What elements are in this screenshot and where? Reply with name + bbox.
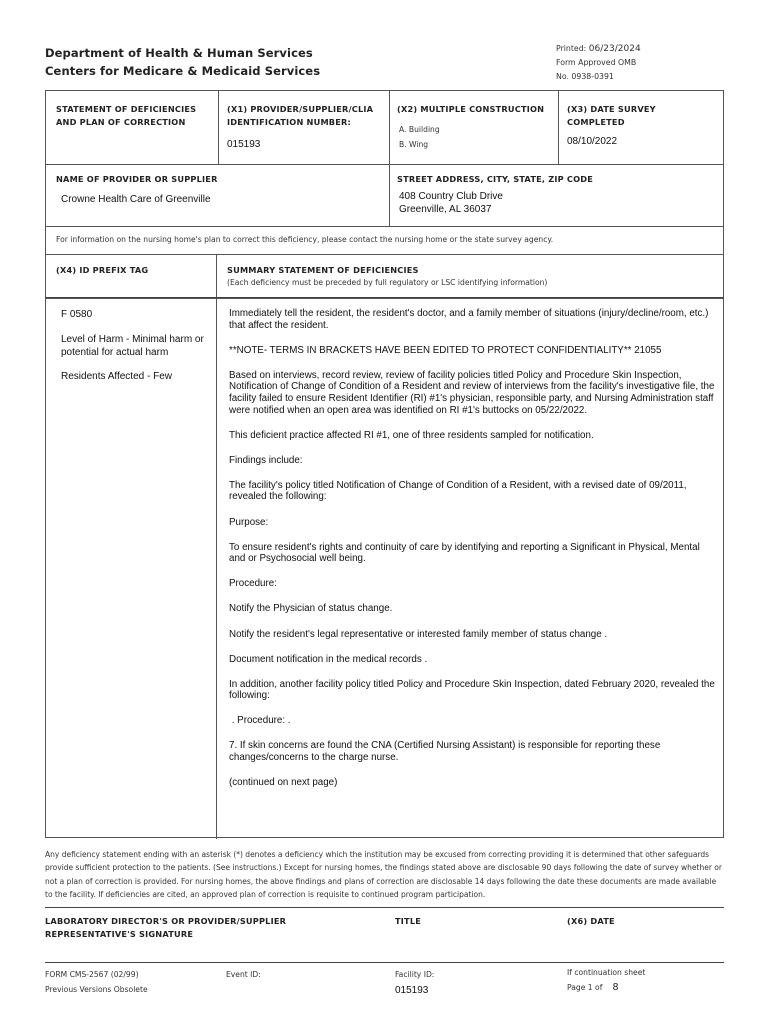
date-survey-completed: 08/10/2022 (567, 136, 618, 147)
residents-affected: Residents Affected - Few (61, 371, 172, 382)
summary-paragraph: Findings include: (229, 454, 303, 466)
page-indicator (567, 982, 618, 993)
continuation-label: If continuation sheet (567, 968, 646, 977)
summary-paragraph: Immediately tell the resident, the resident's doctor, and a family member of situations (injury/decline/room, etc.) that affect the resident. (229, 308, 709, 331)
signature-label: LABORATORY DIRECTOR'S OR PROVIDER/SUPPLIER REPRESENTATIVE'S SIGNATURE (45, 916, 287, 939)
harm-level: Level of Harm - Minimal harm or potential for actual harm (61, 334, 204, 358)
summary-paragraph: Based on interviews, record review, review of facility policies titled Policy and Procedure Skin Inspection, Notification of Change of Condition of a Resident and review of interviews from the facility's investigative file, the facility failed to ensure Resident Identifier (RI) #1's physician, responsible party, and Nursing Administration staff were notified when an open area was identified on RI #1's buttocks on 05/22/2022. (229, 369, 715, 416)
summary-paragraph: Procedure: (229, 578, 277, 590)
summary-paragraph: Purpose: (229, 516, 269, 528)
obsolete-note: Previous Versions Obsolete (45, 985, 148, 994)
statement-label: STATEMENT OF DEFICIENCIES AND PLAN OF CORRECTION (56, 104, 197, 127)
disclaimer-text: Any deficiency statement ending with an asterisk (*) denotes a deficiency which the institution may be excused from correcting providing it is determined that other safeguards provide sufficient protection to the patients. (See instructions.) Except for nursing homes, the findings stated above are disclosable 90 days following the date of survey whether or not a plan of correction is provided. For nursing homes, the above findings and plans of correction are disclosable 14 days following the date these documents are made available to the facility. If deficiencies are cited, an approved plan of correction is requisite to continued program participation. (45, 850, 722, 899)
provider-name-label: NAME OF PROVIDER OR SUPPLIER (56, 174, 218, 184)
building-label: A. Building (399, 125, 440, 134)
form-id: FORM CMS-2567 (02/99) (45, 970, 139, 979)
page-label: Page 1 of (567, 983, 603, 992)
info-note: For information on the nursing home's plan to correct this deficiency, please contact the nursing home or the state survey agency. (56, 235, 554, 244)
provider-name: Crowne Health Care of Greenville (61, 194, 211, 205)
printed-stamp (556, 44, 641, 54)
deficiency-tag: F 0580 (61, 309, 93, 320)
summary-paragraph: In addition, another facility policy titled Policy and Procedure Skin Inspection, dated February 2020, revealed the following: (229, 678, 715, 702)
printed-label: Printed: (556, 44, 587, 53)
omb-number: No. 0938-0391 (556, 72, 614, 81)
provider-id-label: (X1) PROVIDER/SUPPLIER/CLIA IDENTIFICATION NUMBER: (227, 104, 374, 127)
address-line1: 408 Country Club Drive (399, 191, 503, 202)
summary-paragraph: This deficient practice affected RI #1, one of three residents sampled for notification. (229, 429, 594, 441)
date-survey-label: (X3) DATE SURVEY COMPLETED (567, 104, 656, 127)
agency-title-line2: Centers for Medicare & Medicaid Services (45, 64, 321, 78)
deficiency-summary (229, 308, 717, 802)
continued-note: (continued on next page) (229, 777, 338, 789)
title-label: TITLE (395, 916, 422, 926)
summary-paragraph: Document notification in the medical records . (229, 653, 428, 665)
summary-paragraph: Notify the Physician of status change. (229, 603, 393, 615)
summary-paragraph: . Procedure: . (229, 715, 291, 727)
page-total: 8 (612, 982, 619, 993)
printed-date: 06/23/2024 (588, 44, 641, 54)
summary-paragraph: **NOTE- TERMS IN BRACKETS HAVE BEEN EDITED TO PROTECT CONFIDENTIALITY** 21055 (229, 344, 662, 356)
address-label: STREET ADDRESS, CITY, STATE, ZIP CODE (397, 174, 594, 184)
multiple-construction-label: (X2) MULTIPLE CONSTRUCTION (397, 104, 545, 114)
summary-paragraph: The facility's policy titled Notification of Change of Condition of a Resident, with a revised date of 09/2011, revealed the following: (229, 479, 687, 503)
summary-sublabel: (Each deficiency must be preceded by full regulatory or LSC identifying information) (227, 278, 548, 287)
summary-paragraph: To ensure resident's rights and continuity of care by identifying and reporting a Significant in Physical, Mental and or Psychosocial well being. (229, 541, 700, 565)
provider-id: 015193 (227, 139, 261, 150)
wing-label: B. Wing (399, 140, 429, 149)
form-approved: Form Approved OMB (556, 58, 637, 67)
date-label: (X6) DATE (567, 916, 615, 926)
summary-paragraph: 7. If skin concerns are found the CNA (Certified Nursing Assistant) is responsible for reporting these changes/concerns to the charge nurse. (229, 740, 661, 764)
facility-id-label: Facility ID: (395, 970, 435, 979)
prefix-tag-label: (X4) ID PREFIX TAG (56, 265, 149, 275)
summary-paragraph: Notify the resident's legal representative or interested family member of status change . (229, 628, 608, 640)
summary-label: SUMMARY STATEMENT OF DEFICIENCIES (227, 265, 419, 275)
facility-id: 015193 (395, 985, 429, 996)
agency-title-line1: Department of Health & Human Services (45, 46, 313, 60)
address-line2: Greenville, AL 36037 (399, 204, 492, 215)
event-id-label: Event ID: (226, 970, 261, 979)
